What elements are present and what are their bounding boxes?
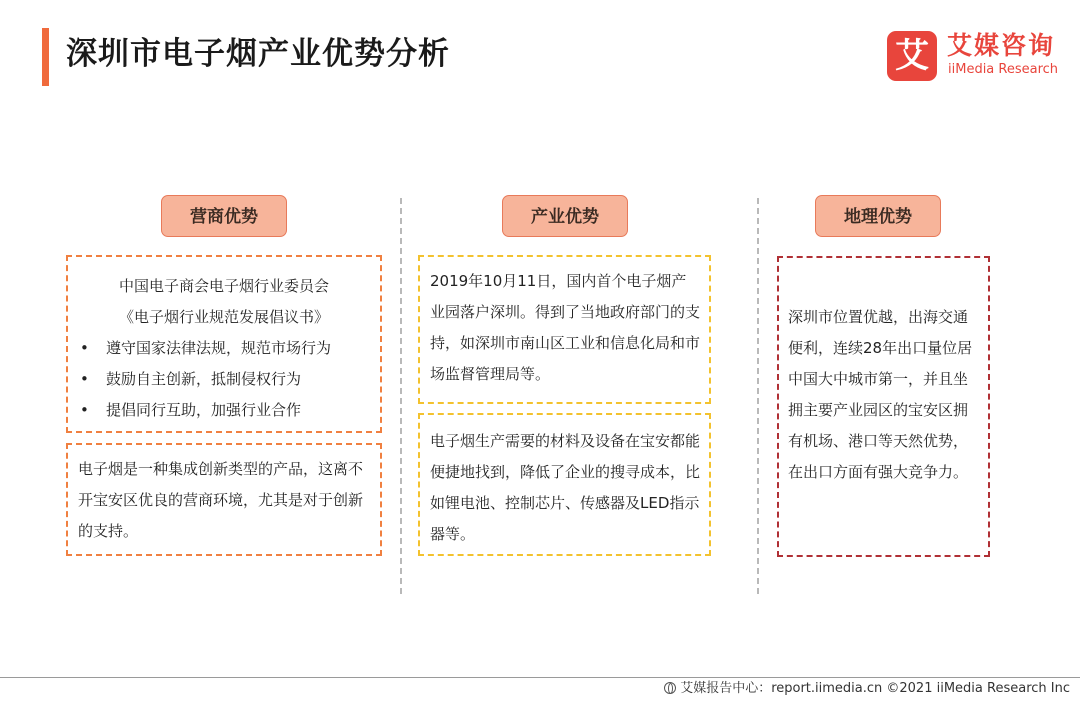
business-environment-box: 电子烟是一种集成创新类型的产品，这离不开宝安区优良的营商环境，尤其是对于创新的支持。 (66, 443, 382, 556)
geography-box: 深圳市位置优越，出海交通便利，连续28年出口量位居中国大中城市第一，并且坐拥主要产业园区的宝安区拥有机场、港口等天然优势，在出口方面有强大竞争力。 (777, 256, 990, 557)
footer (664, 678, 1070, 700)
initiative-document: 《电子烟行业规范发展倡议书》 (118, 308, 329, 326)
logo-name-cn: 艾媒咨询 (947, 31, 1056, 60)
globe-icon (664, 682, 676, 694)
list-item: • 鼓励自主创新，抵制侵权行为 (76, 364, 372, 395)
logo-mark: 艾 (887, 31, 937, 81)
heading-industry-advantage: 产业优势 (502, 195, 628, 237)
column-divider (757, 198, 759, 594)
list-item: • 遵守国家法律法规，规范市场行为 (76, 333, 372, 364)
business-initiative-box (66, 255, 382, 433)
initiative-committee: 中国电子商会电子烟行业委员会 (118, 277, 329, 295)
heading-geography-advantage: 地理优势 (815, 195, 941, 237)
page-title: 深圳市电子烟产业优势分析 (66, 36, 450, 72)
footer-text: 艾媒报告中心：report.iimedia.cn ©2021 iiMedia Research Inc (680, 681, 1070, 696)
title-accent-bar (42, 28, 49, 86)
industry-supply-box: 电子烟生产需要的材料及设备在宝安都能便捷地找到，降低了企业的搜寻成本，比如锂电池、控制芯片、传感器及LED指示器等。 (418, 413, 711, 556)
logo-name-en: iiMedia Research (948, 62, 1059, 77)
brand-logo (887, 31, 1059, 81)
heading-business-advantage: 营商优势 (161, 195, 287, 237)
industry-park-box: 2019年10月11日，国内首个电子烟产业园落户深圳。得到了当地政府部门的支持，如深圳市南山区工业和信息化局和市场监督管理局等。 (418, 255, 711, 404)
initiative-bullet-list (76, 333, 372, 426)
column-divider (400, 198, 402, 594)
list-item: • 提倡同行互助，加强行业合作 (76, 395, 372, 426)
